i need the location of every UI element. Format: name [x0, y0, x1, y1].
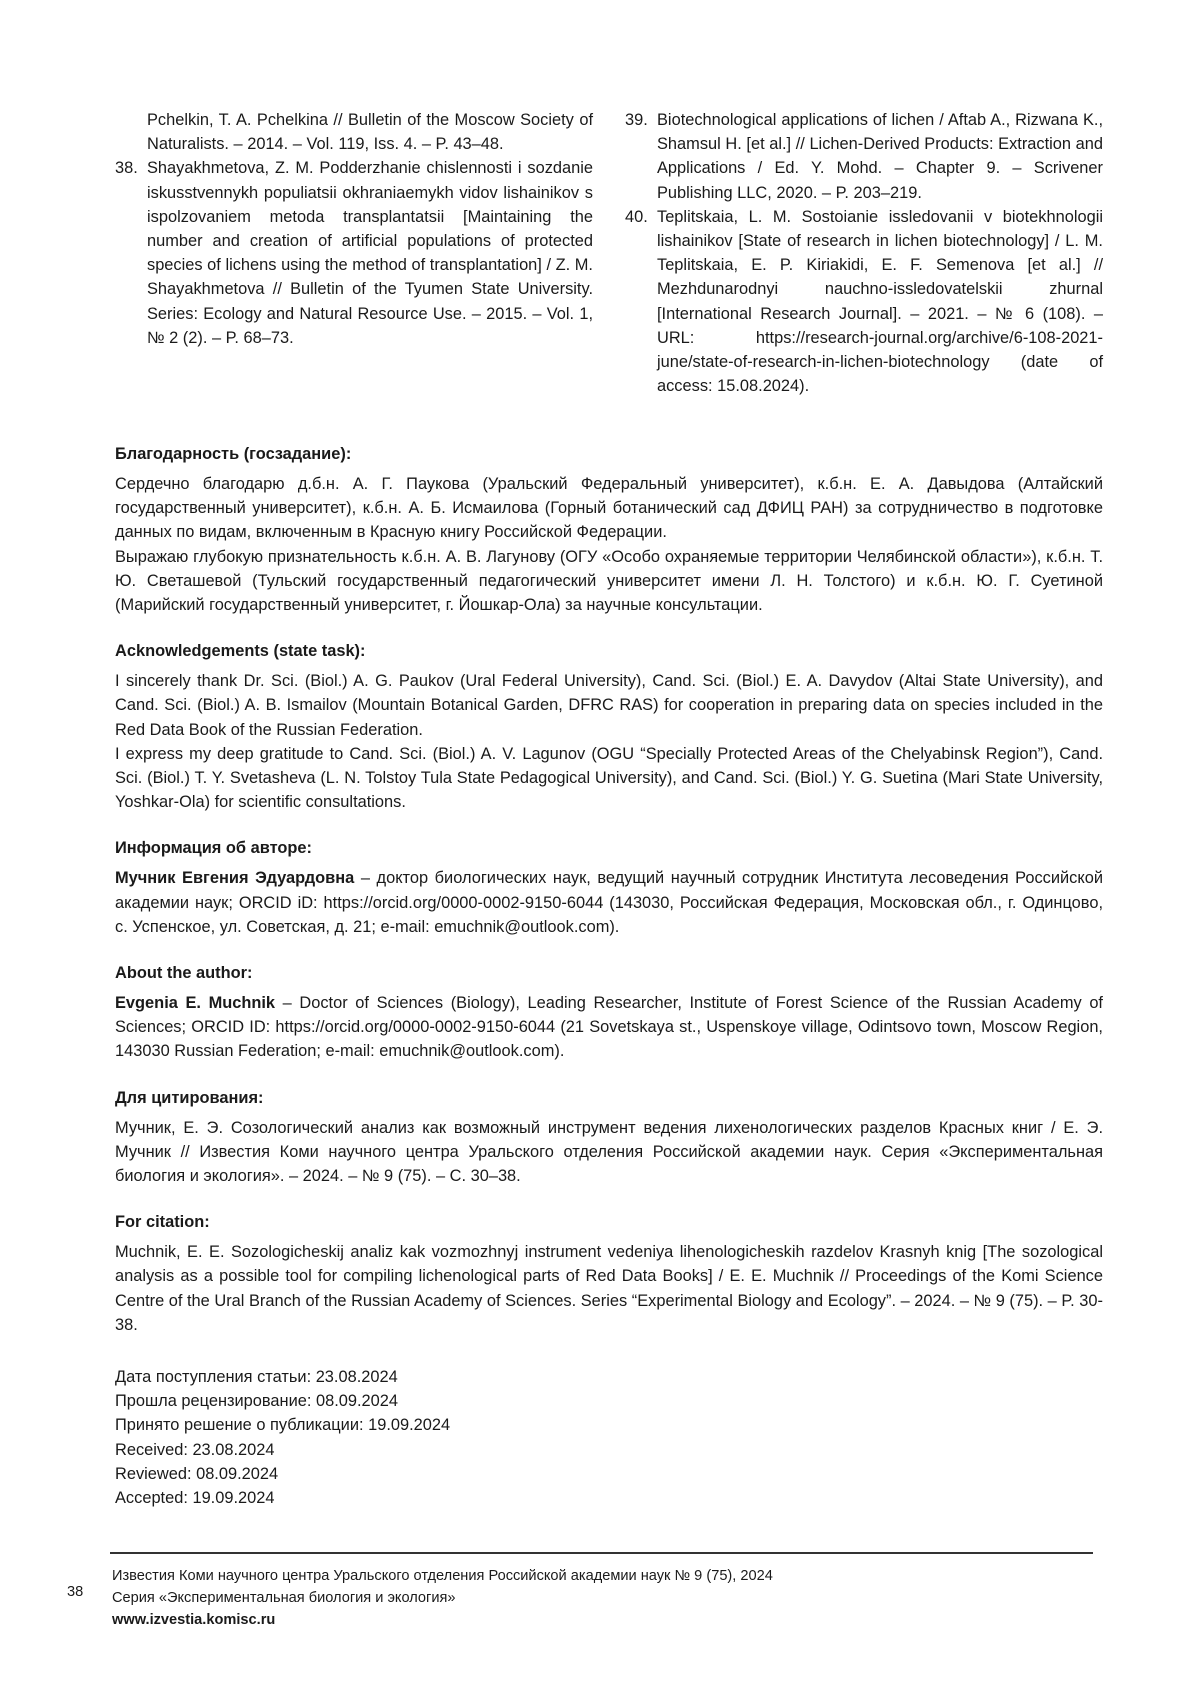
footer-divider	[110, 1552, 1093, 1554]
article-back-matter	[115, 442, 1103, 1510]
journal-url: www.izvestia.komisc.ru	[112, 1612, 276, 1628]
reference-37-continuation	[115, 108, 593, 156]
reference-text: Biotechnological applications of lichen / Aftab A., Rizwana K., Shamsul H. [et al.] // Lichen-Derived Products: Extraction and Applications / Ed. Y. Mohd. – Chapter 9. – Scrivener Publishing LLC, 2020. – P. 203–219.	[657, 111, 1103, 202]
author-name: Мучник Евгения Эдуардовна	[115, 869, 355, 888]
references-section	[115, 108, 1103, 398]
section-heading: Информация об авторе:	[115, 839, 312, 858]
article-dates	[115, 1365, 1103, 1510]
date-line: Прошла рецензирование: 08.09.2024	[115, 1392, 399, 1411]
reference-text: Shayakhmetova, Z. M. Podderzhanie chislennosti i sozdanie iskusstvennykh populiatsii okhraniaemykh vidov lishainikov s ispolzovaniem metoda transplantatsii [Maintaining the number and creation of artificial populations of protected species of lichens using the method of transplantation] / Z. M. Shayakhmetova // Bulletin of the Tyumen State University. Series: Ecology and Natural Resource Use. – 2015. – Vol. 1, № 2 (2). – P. 68–73.	[147, 159, 593, 347]
date-line: Дата поступления статьи: 23.08.2024	[115, 1368, 398, 1387]
author-name: Evgenia E. Muchnik	[115, 994, 276, 1013]
reference-39	[625, 108, 1103, 205]
journal-series: Серия «Экспериментальная биология и экология»	[112, 1590, 456, 1606]
reference-number: 39.	[625, 111, 648, 129]
page-number: 38	[67, 1584, 84, 1600]
author-info-en	[115, 961, 1103, 1064]
reference-number: 38.	[115, 159, 138, 178]
acknowledgements-ru	[115, 442, 1103, 617]
section-heading: Для цитирования:	[115, 1088, 264, 1107]
author-description: – доктор биологических наук, ведущий научный сотрудник Института лесоведения Российской академии наук; ORCID iD: https://orcid.org/0000-0002-9150-6044 (143030, Российская Федерация, Московская обл., г. Одинцово, с. Успенское, ул. Советская, д. 21; e-mail: emuchnik@outlook.com).	[115, 869, 1103, 936]
section-heading: Acknowledgements (state task):	[115, 642, 366, 661]
paragraph: I express my deep gratitude to Cand. Sci. (Biol.) A. V. Lagunov (OGU “Specially Protected Areas of the Chelyabinsk Region”), Cand. Sci. (Biol.) T. Y. Svetasheva (L. N. Tolstoy Tula State Pedagogical University), and Cand. Sci. (Biol.) Y. G. Suetina (Mari State University, Yoshkar-Ola) for scientific consultations.	[115, 744, 1103, 812]
paragraph: I sincerely thank Dr. Sci. (Biol.) A. G. Paukov (Ural Federal University), Cand. Sci. (Biol.) E. A. Davydov (Altai State University), and Cand. Sci. (Biol.) A. B. Ismailov (Mountain Botanical Garden, DFRC RAS) for cooperation in preparing data on species included in the Red Data Book of the Russian Federation.	[115, 672, 1103, 739]
journal-title: Известия Коми научного центра Уральского отделения Российской академии наук № 9 (75), 2024	[112, 1568, 773, 1584]
reference-40	[625, 205, 1103, 399]
citation-en	[115, 1210, 1103, 1337]
paragraph	[115, 866, 1103, 939]
author-description: – Doctor of Sciences (Biology), Leading Researcher, Institute of Forest Science of the Russian Academy of Sciences; ORCID ID: https://orcid.org/0000-0002-9150-6044 (21 Sovetskaya st., Uspenskoye village, Odintsovo town, Moscow Region, 143030 Russian Federation; e-mail: emuchnik@outlook.com).	[115, 994, 1103, 1061]
date-line: Reviewed: 08.09.2024	[115, 1464, 279, 1483]
paragraph: Выражаю глубокую признательность к.б.н. А. В. Лагунову (ОГУ «Особо охраняемые территории Челябинской области»), к.б.н. Т. Ю. Светашевой (Тульский государственный педагогический университет имени Л. Н. Толстого) и к.б.н. Ю. Г. Суетиной (Марийский государственный университет, г. Йошкар-Ола) за научные консультации.	[115, 547, 1103, 615]
date-line: Received: 23.08.2024	[115, 1440, 275, 1459]
reference-38	[115, 156, 593, 350]
paragraph: Сердечно благодарю д.б.н. А. Г. Паукова (Уральский Федеральный университет), к.б.н. Е. А. Давыдова (Алтайский государственный университет), к.б.н. А. Б. Исмаилова (Горный ботанический сад ДФИЦ РАН) за сотрудничество в подготовке данных по видам, включенным в Красную книгу Российской Федерации.	[115, 475, 1103, 542]
section-heading: About the author:	[115, 964, 253, 983]
citation-ru	[115, 1086, 1103, 1189]
paragraph: Muchnik, E. E. Sozologicheskij analiz kak vozmozhnyj instrument vedeniya lihenologicheskih razdelov Krasnyh knig [The sozological analysis as a possible tool for compiling lichenological parts of Red Data Books] / E. E. Muchnik // Proceedings of the Komi Science Centre of the Ural Branch of the Russian Academy of Sciences. Series “Experimental Biology and Ecology”. – 2024. – № 9 (75). – P. 30-38.	[115, 1243, 1103, 1334]
reference-number: 40.	[625, 207, 648, 226]
author-info-ru	[115, 836, 1103, 939]
references-right-column	[625, 108, 1103, 398]
section-heading: Благодарность (госзадание):	[115, 445, 352, 463]
acknowledgements-en	[115, 639, 1103, 814]
section-heading: For citation:	[115, 1213, 210, 1232]
reference-text: Teplitskaia, L. M. Sostoianie issledovanii v biotekhnologii lishainikov [State of research in lichen biotechnology] / L. M. Teplitskaia, E. P. Kiriakidi, E. F. Semenova [et al.] // Mezhdunarodnyi nauchno-issledovatelskii zhurnal [International Research Journal]. – 2021. – № 6 (108). – URL: https://research-journal.org/archive/6-108-2021-june/state-of-research-in-lichen-biotechnology (date of access: 15.08.2024).	[657, 207, 1103, 396]
references-left-column	[115, 108, 593, 398]
reference-text: Pchelkin, T. A. Pchelkina // Bulletin of the Moscow Society of Naturalists. – 2014. – Vol. 119, Iss. 4. – P. 43–48.	[147, 111, 593, 154]
date-line: Accepted: 19.09.2024	[115, 1489, 275, 1508]
date-line: Принято решение о публикации: 19.09.2024	[115, 1416, 451, 1435]
paragraph	[115, 991, 1103, 1064]
journal-footer	[112, 1565, 773, 1631]
paragraph: Мучник, Е. Э. Созологический анализ как возможный инструмент ведения лихенологических разделов Красных книг / Е. Э. Мучник // Известия Коми научного центра Уральского отделения Российской академии наук. Серия «Экспериментальная биология и экология». – 2024. – № 9 (75). – С. 30–38.	[115, 1118, 1103, 1186]
